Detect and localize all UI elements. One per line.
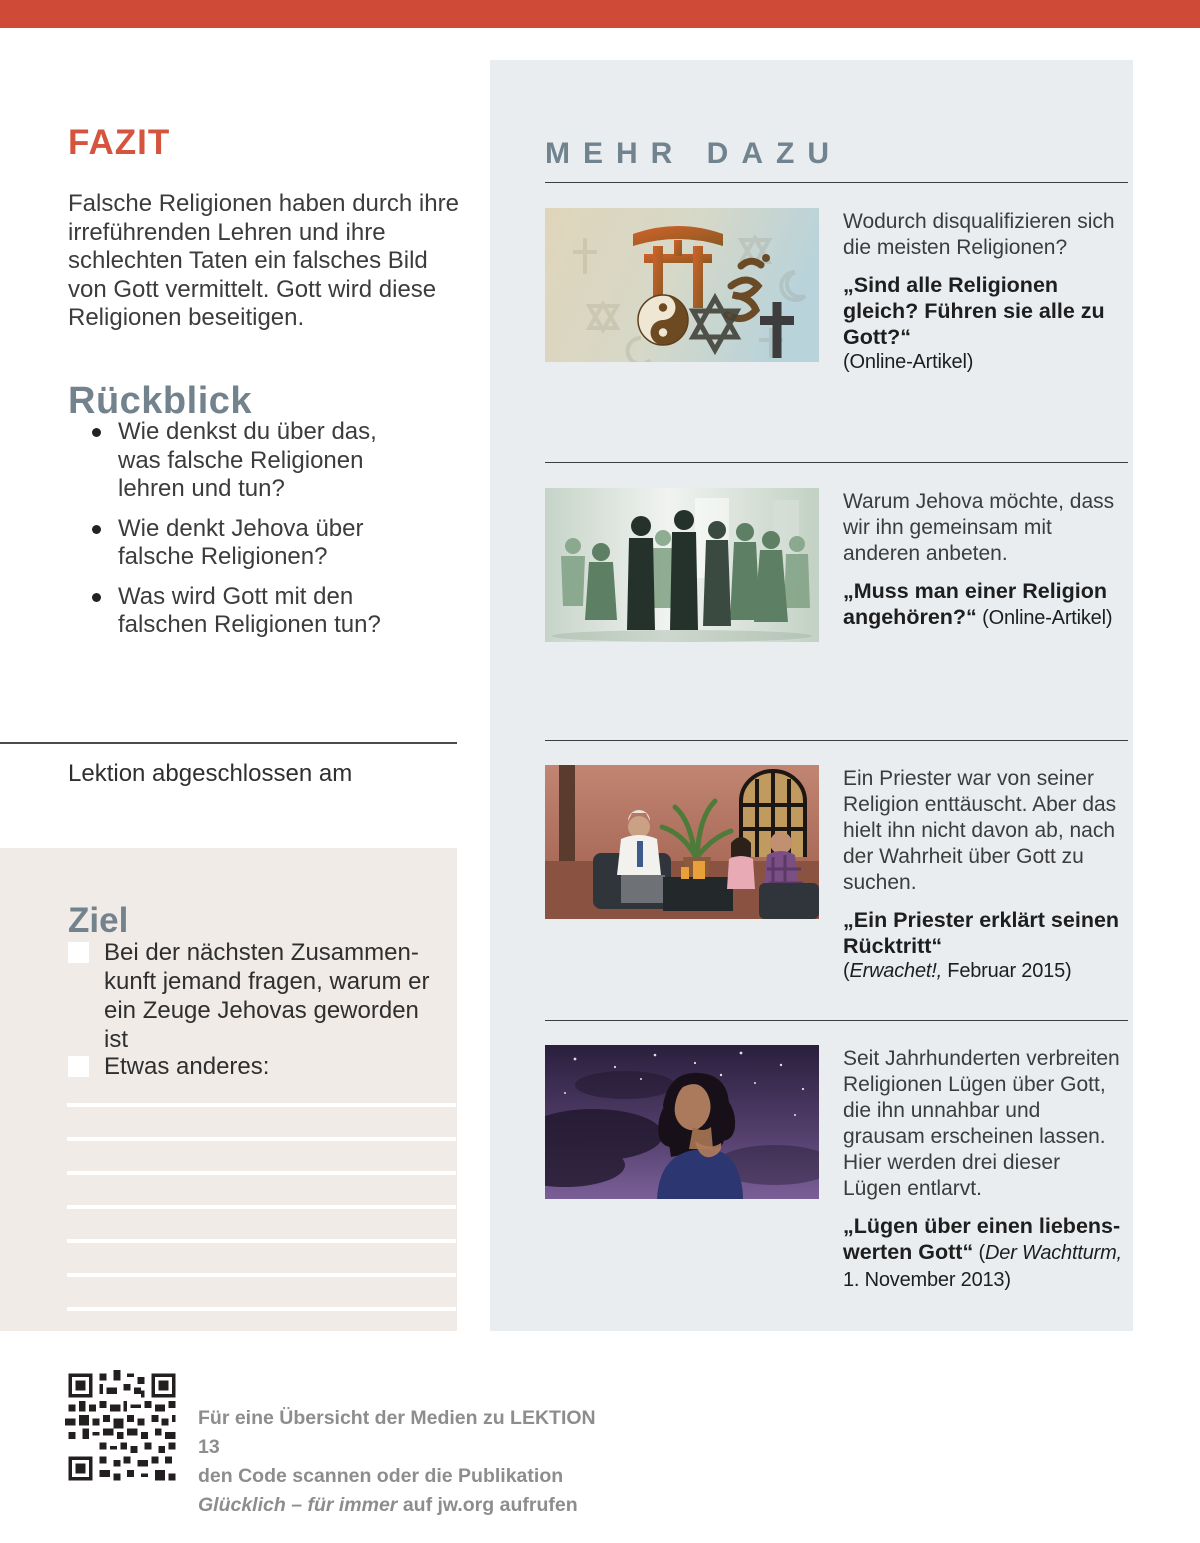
goal-option-label: Etwas anderes: xyxy=(104,1053,270,1080)
goal-heading: Ziel xyxy=(68,901,129,941)
media-item-intro: Wodurch disqualifizieren sich die meisten Religionen? xyxy=(843,210,1115,259)
media-item-title-link[interactable]: „Sind alle Religionen gleich? Führen sie alle zu Gott?“ xyxy=(843,273,1105,349)
media-item-reference xyxy=(843,959,1124,984)
item-divider xyxy=(545,182,1128,183)
writing-line xyxy=(67,1273,456,1277)
reference-publication-italic: Der Wachtturm, xyxy=(985,1242,1122,1264)
reference-text: ( xyxy=(973,1242,986,1264)
fazit-heading: FAZIT xyxy=(68,123,171,163)
media-item-title-link xyxy=(843,1213,1124,1293)
reference-text: ( xyxy=(843,960,850,982)
religious-symbols-image[interactable] xyxy=(545,208,819,362)
media-item xyxy=(545,208,1128,375)
review-question: Wie denkst du über das, was falsche Religionen lehren und tun? xyxy=(90,418,390,504)
more-info-heading: MEHR DAZU xyxy=(545,136,842,170)
media-item-text xyxy=(843,1045,1124,1293)
writing-line xyxy=(67,1205,456,1209)
rueckblick-heading: Rückblick xyxy=(68,379,253,422)
lesson-completed-divider xyxy=(0,742,457,744)
top-accent-bar xyxy=(0,0,1200,28)
footer-note-line xyxy=(198,1491,618,1520)
review-question: Was wird Gott mit den falschen Religionen tun? xyxy=(90,583,390,640)
media-item-text xyxy=(843,765,1124,984)
more-info-panel xyxy=(490,60,1133,1331)
media-item-reference: (Online-Artikel) xyxy=(843,351,974,373)
congregation-gathering-image[interactable] xyxy=(545,488,819,642)
review-question-list xyxy=(90,418,390,651)
media-item-text xyxy=(843,208,1124,375)
review-question: Wie denkt Jehova über falsche Religionen? xyxy=(90,515,390,572)
footer-note-text: auf jw.org aufrufen xyxy=(397,1494,578,1516)
writing-line xyxy=(67,1103,456,1107)
reference-text: Februar 2015) xyxy=(941,960,1072,982)
media-item-title[interactable]: „Muss man einer Religion angehören?“ xyxy=(843,579,1108,629)
media-item-reference: (Online-Artikel) xyxy=(976,607,1113,629)
media-item-title-link[interactable]: „Ein Priester erklärt seinen Rücktritt“ xyxy=(843,908,1120,958)
woman-night-sky-image[interactable] xyxy=(545,1045,819,1199)
footer-note xyxy=(198,1404,618,1520)
item-divider xyxy=(545,1020,1128,1021)
writing-lines xyxy=(67,1103,456,1341)
writing-line xyxy=(67,1137,456,1141)
writing-line xyxy=(67,1239,456,1243)
qr-code xyxy=(65,1370,179,1484)
media-item xyxy=(545,765,1128,984)
writing-line xyxy=(67,1171,456,1175)
footer-note-line: Für eine Übersicht der Medien zu LEKTION 13 xyxy=(198,1407,596,1458)
former-priest-conversation-image[interactable] xyxy=(545,765,819,919)
item-divider xyxy=(545,740,1128,741)
lesson-completed-label: Lektion abgeschlossen am xyxy=(68,760,353,787)
writing-line xyxy=(67,1307,456,1311)
media-item-intro: Warum Jehova möchte, dass wir ihn gemeinsam mit anderen anbeten. xyxy=(843,490,1115,565)
goal-option xyxy=(68,938,440,1054)
goal-checkbox-2[interactable] xyxy=(68,1056,89,1077)
goal-checkbox-1[interactable] xyxy=(68,942,89,963)
media-item-intro: Seit Jahrhunderten verbreiten Religionen Lügen über Gott, die ihn unnahbar und grausam erscheinen lassen. Hier werden drei dieser Lügen entlarvt. xyxy=(843,1047,1120,1200)
footer-note-line: den Code scannen oder die Publikation xyxy=(198,1465,564,1487)
media-item-intro: Ein Priester war von seiner Religion enttäuscht. Aber das hielt ihn nicht davon ab, nach der Wahrheit über Gott zu suchen. xyxy=(843,767,1117,894)
media-item-text xyxy=(843,488,1124,642)
goal-option xyxy=(68,1052,440,1081)
media-item-title[interactable]: „Lügen über einen liebenswerten Gott“ xyxy=(843,1214,1121,1264)
media-item-title-link[interactable] xyxy=(843,578,1124,631)
goal-option-label: Bei der nächsten Zusammenkunft jemand fragen, warum er ein Zeuge Jehovas geworden ist xyxy=(104,939,430,1053)
item-divider xyxy=(545,462,1128,463)
media-item xyxy=(545,488,1128,642)
media-item xyxy=(545,1045,1128,1293)
footer-publication-italic: Glücklich – für immer xyxy=(198,1494,398,1516)
reference-text: 1. November 2013) xyxy=(843,1269,1011,1291)
reference-publication-italic: Erwachet!, xyxy=(849,960,942,982)
fazit-summary-text: Falsche Religionen haben durch ihre irreführenden Lehren und ihre schlechten Taten ein falsches Bild von Gott vermittelt. Gott wird diese Religionen beseitigen. xyxy=(68,190,459,331)
goal-box xyxy=(0,848,457,1331)
